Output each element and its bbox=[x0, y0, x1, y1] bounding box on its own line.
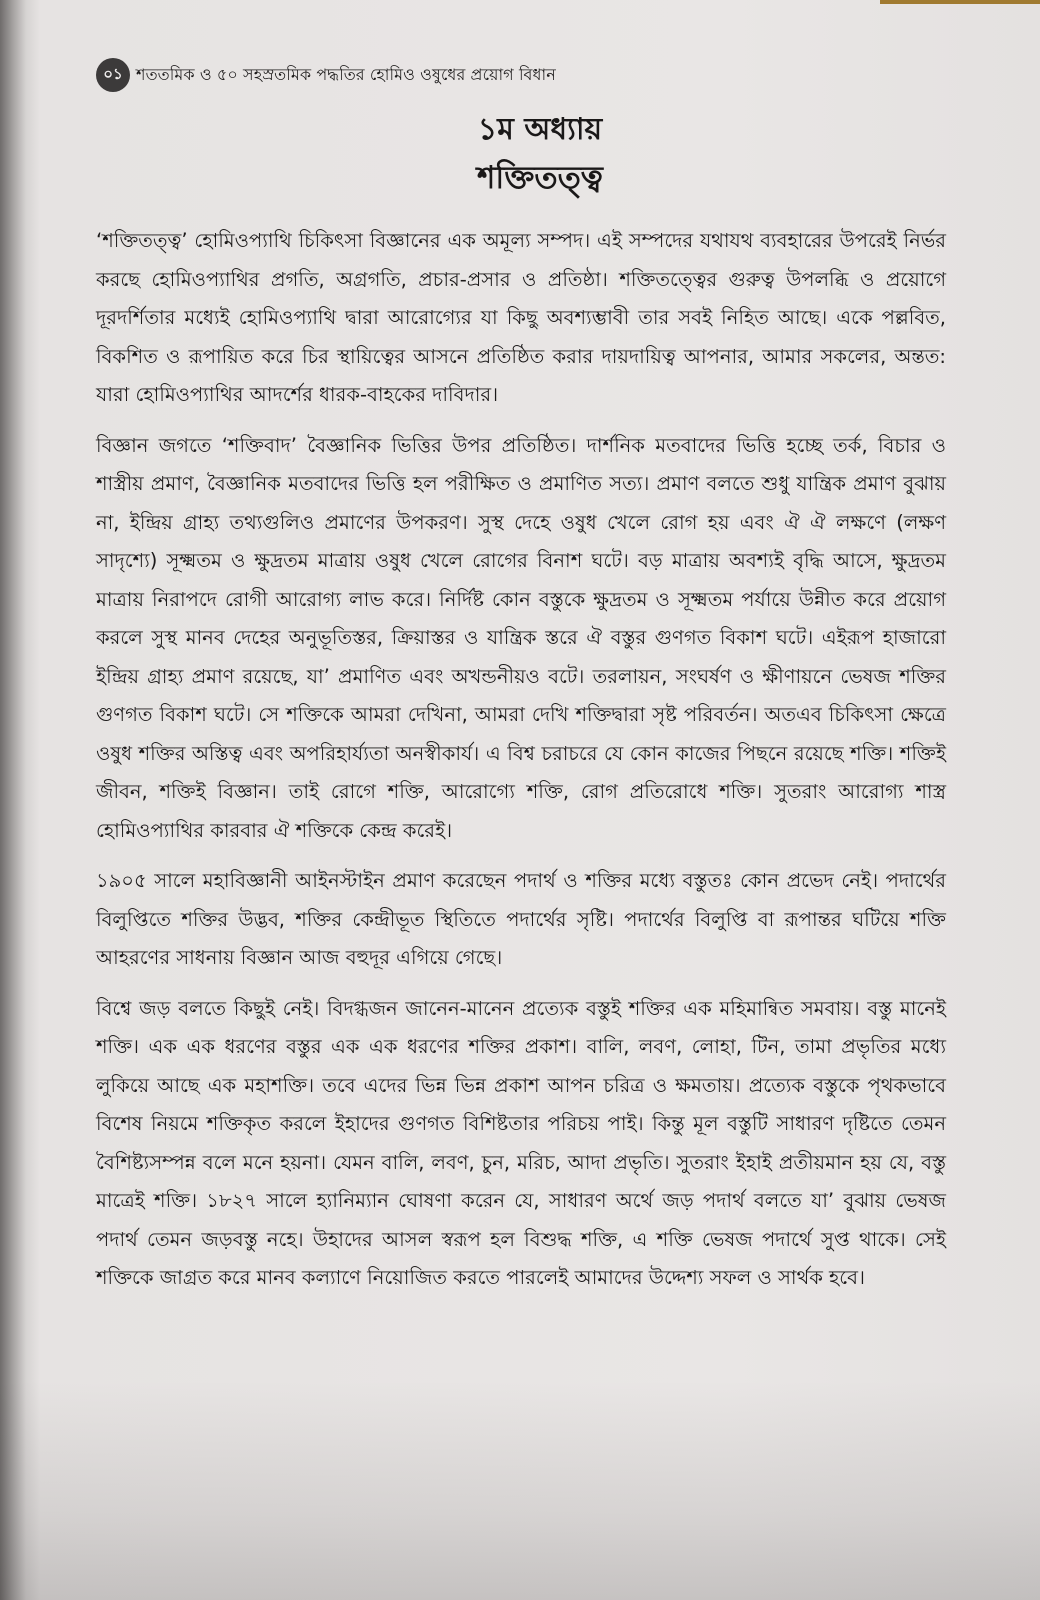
page-edge-strip bbox=[880, 0, 1040, 4]
paragraph: বিশ্বে জড় বলতে কিছুই নেই। বিদগ্ধজন জানেন-মানেন প্রত্যেক বস্তুই শক্তির এক মহিমান্বিত সমবায়। বস্তু মানেই শক্তি। এক এক ধরণের বস্তুর এক এক ধরণের শক্তির প্রকাশ। বালি, লবণ, লোহা, টিন, তামা প্রভৃতির মধ্যে লুকিয়ে আছে এক মহাশক্তি। তবে এদের ভিন্ন ভিন্ন প্রকাশ আপন চরিত্র ও ক্ষমতায়। প্রত্যেক বস্তুকে পৃথকভাবে বিশেষ নিয়মে শক্তিকৃত করলে ইহাদের গুণগত বিশিষ্টতার পরিচয় পাই। কিন্তু মূল বস্তুটি সাধারণ দৃষ্টিতে তেমন বৈশিষ্ট্যসম্পন্ন বলে মনে হয়না। যেমন বালি, লবণ, চুন, মরিচ, আদা প্রভৃতি। সুতরাং ইহাই প্রতীয়মান হয় যে, বস্তু মাত্রেই শক্তি। ১৮২৭ সালে হ্যানিম্যান ঘোষণা করেন যে, সাধারণ অর্থে জড় পদার্থ বলতে যা’ বুঝায় ভেষজ পদার্থ তেমন জড়বস্তু নহে। উহাদের আসল স্বরূপ হল বিশুদ্ধ শক্তি, এ শক্তি ভেষজ পদার্থে সুপ্ত থাকে। সেই শক্তিকে জাগ্রত করে মানব কল্যাণে নিয়োজিত করতে পারলেই আমাদের উদ্দেশ্য সফল ও সার্থক হবে। bbox=[96, 996, 946, 1289]
paragraph: ১৯০৫ সালে মহাবিজ্ঞানী আইনস্টাইন প্রমাণ করেছেন পদার্থ ও শক্তির মধ্যে বস্তুতঃ কোন প্রভেদ নেই। পদার্থের বিলুপ্তিতে শক্তির উদ্ভব, শক্তির কেন্দ্রীভূত স্থিতিতে পদার্থের সৃষ্টি। পদার্থের বিলুপ্তি বা রূপান্তর ঘটিয়ে শক্তি আহরণের সাধনায় বিজ্ঞান আজ বহুদূর এগিয়ে গেছে। bbox=[96, 869, 946, 969]
paragraph: বিজ্ঞান জগতে ‘শক্তিবাদ’ বৈজ্ঞানিক ভিত্তির উপর প্রতিষ্ঠিত। দার্শনিক মতবাদের ভিত্তি হচ্ছে তর্ক, বিচার ও শাস্ত্রীয় প্রমাণ, বৈজ্ঞানিক মতবাদের ভিত্তি হল পরীক্ষিত ও প্রমাণিত সত্য। প্রমাণ বলতে শুধু যান্ত্রিক প্রমাণ বুঝায় না, ইন্দ্রিয় গ্রাহ্য তথ্যগুলিও প্রমাণের উপকরণ। সুস্থ দেহে ওষুধ খেলে রোগ হয় এবং ঐ ঐ লক্ষণে (লক্ষণ সাদৃশ্যে) সূক্ষ্মতম ও ক্ষুদ্রতম মাত্রায় ওষুধ খেলে রোগের বিনাশ ঘটে। বড় মাত্রায় অবশ্যই বৃদ্ধি আসে, ক্ষুদ্রতম মাত্রায় নিরাপদে রোগী আরোগ্য লাভ করে। নির্দিষ্ট কোন বস্তুকে ক্ষুদ্রতম ও সূক্ষ্মতম পর্যায়ে উন্নীত করে প্রয়োগ করলে সুস্থ মানব দেহের অনুভূতিস্তর, ক্রিয়াস্তর ও যান্ত্রিক স্তরে ঐ বস্তুর গুণগত বিকাশ ঘটে। এইরূপ হাজারো ইন্দ্রিয় গ্রাহ্য প্রমাণ রয়েছে, যা’ প্রমাণিত এবং অখন্ডনীয়ও বটে। তরলায়ন, সংঘর্ষণ ও ক্ষীণায়নে ভেষজ শক্তির গুণগত বিকাশ ঘটে। সে শক্তিকে আমরা দেখিনা, আমরা দেখি শক্তিদ্বারা সৃষ্ট পরিবর্তন। অতএব চিকিৎসা ক্ষেত্রে ওষুধ শক্তির অস্তিত্ব এবং অপরিহার্য্যতা অনস্বীকার্য। এ বিশ্ব চরাচরে যে কোন কাজের পিছনে রয়েছে শক্তি। শক্তিই জীবন, শক্তিই বিজ্ঞান। তাই রোগে শক্তি, আরোগ্যে শক্তি, রোগ প্রতিরোধে শক্তি। সুতরাং আরোগ্য শাস্ত্র হোমিওপ্যাথির কারবার ঐ শক্তিকে কেন্দ্র করেই। bbox=[96, 433, 946, 842]
body-text bbox=[96, 222, 946, 1310]
page-number-badge: ০১ bbox=[96, 58, 130, 92]
chapter-title: শক্তিতত্ত্ব bbox=[477, 160, 603, 196]
chapter-number: ১ম অধ্যায় bbox=[477, 112, 603, 147]
paragraph: ‘শক্তিতত্ত্ব’ হোমিওপ্যাথি চিকিৎসা বিজ্ঞানের এক অমূল্য সম্পদ। এই সম্পদের যথাযথ ব্যবহারের উপরেই নির্ভর করছে হোমিওপ্যাথির প্রগতি, অগ্রগতি, প্রচার-প্রসার ও প্রতিষ্ঠা। শক্তিতত্ত্বের গুরুত্ব উপলব্ধি ও প্রয়োগে দূরদর্শিতার মধ্যেই হোমিওপ্যাথি দ্বারা আরোগ্যের যা কিছু অবশ্যম্ভাবী তার সবই নিহিত আছে। একে পল্লবিত, বিকশিত ও রূপায়িত করে চির স্থায়িত্বের আসনে প্রতিষ্ঠিত করার দায়দায়িত্ব আপনার, আমার সকলের, অন্তত: যারা হোমিওপ্যাথির আদর্শের ধারক-বাহকের দাবিদার। bbox=[96, 229, 946, 406]
running-title: শততমিক ও ৫০ সহস্রতমিক পদ্ধতির হোমিও ওষুধের প্রয়োগ বিধান bbox=[136, 64, 556, 84]
running-header bbox=[96, 58, 556, 92]
chapter-heading bbox=[0, 110, 1040, 200]
